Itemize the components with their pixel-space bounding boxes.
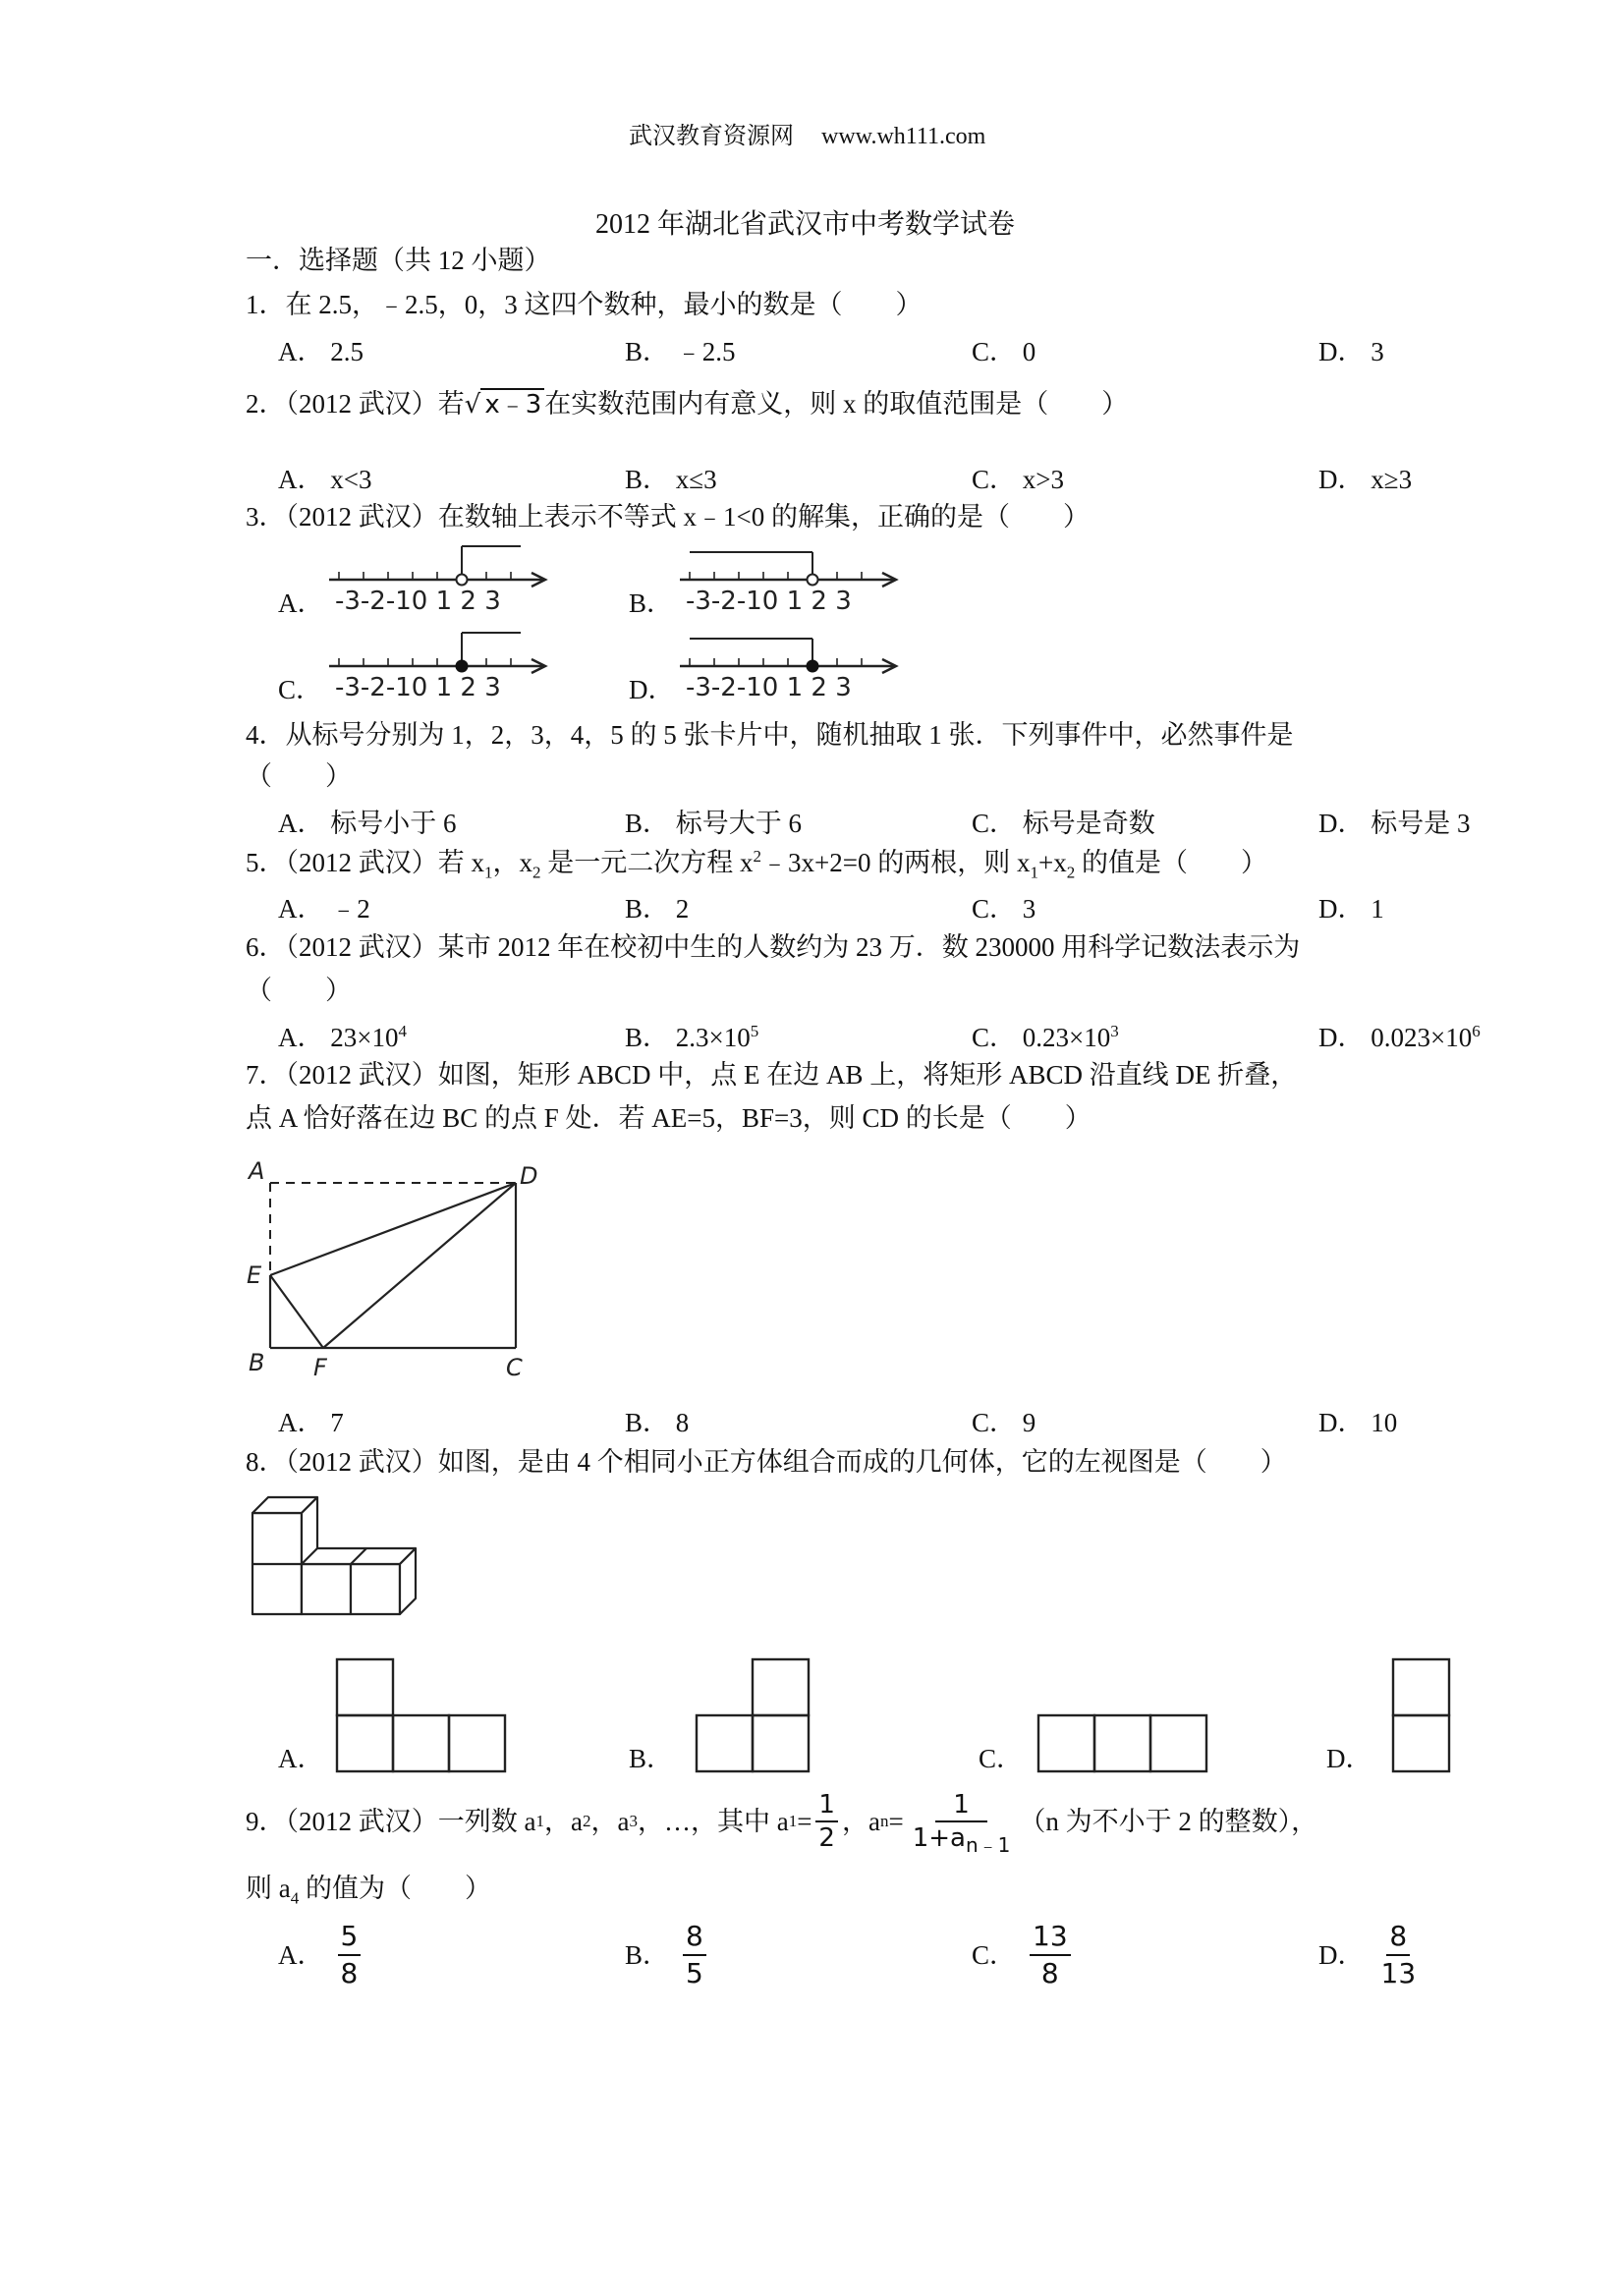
option-a-label: A． [278,1744,324,1773]
option-c: C． $0.23\times 10^3$ [972,1022,1119,1052]
option-d-label: D． [1326,1744,1372,1773]
option-a: A． x<3 [278,465,372,494]
option-c: C． 标号是奇数 [972,809,1155,838]
question-1-options [278,330,1555,369]
rectangle-fold-figure [241,1149,585,1385]
label-d: D [520,1162,538,1190]
site-name: 武汉教育资源网 [629,124,794,149]
option-d: D． 3 [1318,337,1384,366]
question-9-line-2: 则 $a_4$ 的值为（ ） [246,1874,491,1908]
axis-ticks: -3-2-10 1 2 3 [335,587,501,616]
section-heading: 一．选择题（共 12 小题） [246,246,551,275]
option-d: D． 1 [1318,894,1384,924]
option-c: C． 3 [972,894,1036,924]
view-option-b [694,1656,815,1776]
option-c-label: C． [278,675,323,704]
number-line-c [329,625,555,703]
option-b: B． $\frac{8}{5}$ [625,1916,706,1994]
option-d: D． x≥3 [1318,465,1413,494]
view-option-a [334,1656,511,1776]
question-3: 3．（2012 武汉）在数轴上表示不等式 x﹣1<0 的解集，正确的是（ ） [246,502,1090,532]
question-6-line-2: （ ） [246,976,352,1005]
option-c: C． $\frac{13}{8}$ [972,1916,1071,1994]
option-b: B． 2 [625,894,690,924]
option-d: D． $0.023\times 10^6$ [1318,1022,1481,1052]
question-9-options [278,1916,1555,1994]
axis-ticks: -3-2-10 1 2 3 [335,673,501,702]
label-f: F [313,1354,327,1381]
option-d-label: D． [629,675,675,704]
label-c: C [506,1354,523,1381]
option-c-label: C． [979,1744,1024,1773]
option-b: B． ﹣2.5 [625,337,736,366]
option-c: C． x>3 [972,465,1064,494]
fraction-a1: $\frac{1}{2}$ [815,1791,838,1852]
view-option-d [1390,1656,1455,1776]
question-9: 9．（2012 武汉）一列数 a 1 ，a 2 ，a 3 ，…，其中 a 1 = $\frac{1}{2}$ ，a n = $\frac{1}{1+a_{n﹣1}}$ （n 为不小于 2 的整数）， [246,1790,1318,1858]
cubes-solid-figure [251,1485,447,1618]
label-b: B [249,1349,265,1376]
option-a: A． $23\times 10^4$ [278,1022,407,1052]
fraction-an: $\frac{1}{1+a_{n﹣1}}$ [912,1790,1011,1858]
question-7-line-2: 点 A 恰好落在边 BC 的点 F 处．若 AE=5，BF=3，则 CD 的长是（ ） [246,1103,1091,1133]
number-line-b [680,538,906,617]
page-header [629,116,985,150]
option-b-label: B． [629,1744,674,1773]
view-option-c [1035,1712,1212,1776]
option-b-label: B． [629,588,674,618]
option-d: D． $\frac{8}{13}$ [1318,1920,1417,1989]
question-2-options [278,458,1555,497]
option-c: C． 9 [972,1408,1036,1437]
question-6-options [278,1016,1555,1055]
option-a: A． $\frac{5}{8}$ [278,1916,361,1994]
option-d: D． 10 [1318,1408,1398,1437]
number-line-a [329,538,555,617]
option-b: B． $2.3\times 10^5$ [625,1022,759,1052]
exam-title: 2012 年湖北省武汉市中考数学试卷 [595,209,1016,240]
question-7-options [278,1401,1555,1440]
question-5-options [278,887,1555,926]
option-a: A． ﹣2 [278,894,370,924]
option-c: C． 0 [972,337,1036,366]
question-4-line-2: （ ） [246,761,352,791]
option-a-label: A． [278,588,324,618]
question-8: 8．（2012 武汉）如图，是由 4 个相同小正方体组合而成的几何体，它的左视图是（ ） [246,1447,1287,1477]
option-b: B． 8 [625,1408,690,1437]
option-a: A． 2.5 [278,337,364,366]
number-line-d [680,625,906,703]
question-7-line-1: 7．（2012 武汉）如图，矩形 ABCD 中，点 E 在边 AB 上，将矩形 ABCD 沿直线 DE 折叠， [246,1060,1298,1090]
question-5: 5．（2012 武汉）若 $x_1$，$x_2$ 是一元二次方程 $x^2﹣3x+2=0$ 的两根，则 $x_1+x_2$ 的值是（ ） [246,847,1267,882]
question-2: 2．（2012 武汉）若√ x﹣3 在实数范围内有意义，则 x 的取值范围是（ ） [246,389,1129,420]
option-a: A． 7 [278,1408,344,1437]
sqrt-expression: √ x﹣3 [465,388,545,420]
site-url: www.wh111.com [821,124,986,149]
option-a: A． 标号小于 6 [278,809,457,838]
axis-ticks: -3-2-10 1 2 3 [686,673,852,702]
option-b: B． 标号大于 6 [625,809,803,838]
question-1: 1．在 2.5，﹣2.5，0，3 这四个数种，最小的数是（ ） [246,290,923,319]
option-d: D． 标号是 3 [1318,809,1471,838]
label-e: E [247,1261,262,1289]
axis-ticks: -3-2-10 1 2 3 [686,587,852,616]
radicand: x﹣3 [480,388,544,420]
question-4-line-1: 4．从标号分别为 1，2，3，4，5 的 5 张卡片中，随机抽取 1 张．下列事件中，必然事件是 [246,720,1294,750]
option-b: B． x≤3 [625,465,717,494]
question-4-options [278,802,1555,841]
label-a: A [249,1157,265,1185]
question-6-line-1: 6．（2012 武汉）某市 2012 年在校初中生的人数约为 23 万．数 230000 用科学记数法表示为 [246,932,1301,962]
